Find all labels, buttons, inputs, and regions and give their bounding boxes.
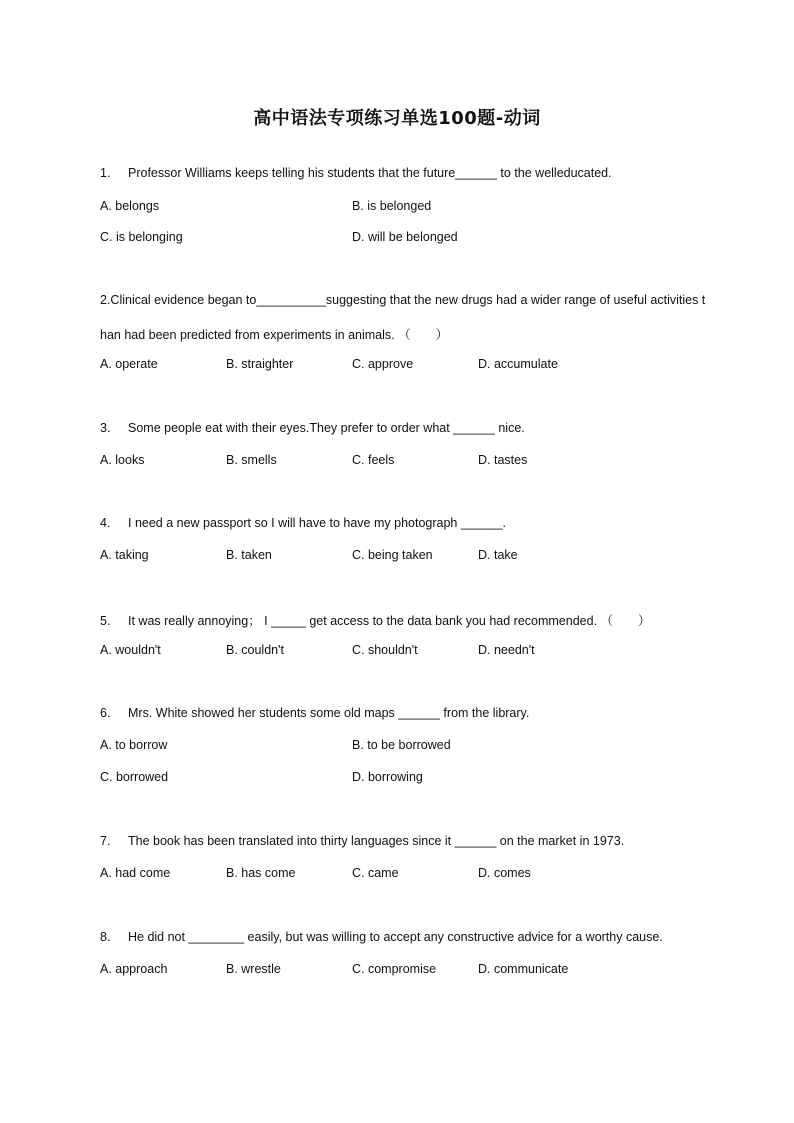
question-8-option-b: B. wrestle: [226, 962, 281, 976]
question-4-option-d: D. take: [478, 548, 518, 562]
question-1-stem: [100, 166, 612, 180]
question-7-option-c: C. came: [352, 866, 399, 880]
question-number: 3.: [100, 421, 111, 435]
question-4-option-c: C. being taken: [352, 548, 433, 562]
question-5-option-b: B. couldn't: [226, 643, 284, 657]
question-6-stem: [100, 706, 529, 720]
question-text: I need a new passport so I will have to have my photograph ______.: [128, 516, 507, 530]
document-title: 高中语法专项练习单选100题-动词: [253, 108, 541, 129]
question-1-option-a: A. belongs: [100, 199, 160, 213]
question-6-option-c: C. borrowed: [100, 770, 169, 784]
question-text: Mrs. White showed her students some old maps ______ from the library.: [128, 706, 530, 720]
question-number: 8.: [100, 930, 111, 944]
question-number: 6.: [100, 706, 111, 720]
question-6-option-b: B. to be borrowed: [352, 738, 451, 752]
question-1-option-d: D. will be belonged: [352, 230, 458, 244]
question-2-option-d: D. accumulate: [478, 357, 558, 371]
question-5-option-a: A. wouldn't: [100, 643, 161, 657]
question-number: 5.: [100, 614, 111, 628]
question-5-option-c: C. shouldn't: [352, 643, 418, 657]
question-5-option-d: D. needn't: [478, 643, 535, 657]
question-4-stem: [100, 516, 506, 530]
question-2-stem-line-1: 2.Clinical evidence began to__________suggesting that the new drugs had a wider range of useful activities t: [100, 293, 706, 307]
question-8-option-a: A. approach: [100, 962, 168, 976]
question-3-option-a: A. looks: [100, 453, 145, 467]
question-number: 4.: [100, 516, 111, 530]
question-2-option-c: C. approve: [352, 357, 414, 371]
question-8-option-d: D. communicate: [478, 962, 569, 976]
question-7-stem: [100, 834, 624, 848]
question-number: 7.: [100, 834, 111, 848]
question-8-option-c: C. compromise: [352, 962, 437, 976]
question-5-stem: [100, 611, 651, 629]
question-text: Professor Williams keeps telling his students that the future______ to the welleducated.: [128, 166, 612, 180]
question-text: It was really annoying； I _____ get access to the data bank you had recommended. （ ）: [128, 614, 651, 628]
question-3-option-d: D. tastes: [478, 453, 528, 467]
question-3-option-c: C. feels: [352, 453, 395, 467]
question-1-option-c: C. is belonging: [100, 230, 183, 244]
question-2-stem-line-2: han had been predicted from experiments in animals. （ ）: [100, 328, 449, 342]
question-7-option-b: B. has come: [226, 866, 296, 880]
question-3-option-b: B. smells: [226, 453, 277, 467]
question-7-option-a: A. had come: [100, 866, 171, 880]
question-4-option-a: A. taking: [100, 548, 149, 562]
question-text: Some people eat with their eyes.They prefer to order what ______ nice.: [128, 421, 525, 435]
question-text: He did not ________ easily, but was willing to accept any constructive advice for a worthy cause.: [128, 930, 663, 944]
question-4-option-b: B. taken: [226, 548, 272, 562]
question-text: The book has been translated into thirty languages since it ______ on the market in 1973.: [128, 834, 625, 848]
question-6-option-d: D. borrowing: [352, 770, 423, 784]
question-2-option-a: A. operate: [100, 357, 158, 371]
question-3-stem: [100, 421, 525, 435]
question-2-option-b: B. straighter: [226, 357, 294, 371]
question-8-stem: [100, 930, 663, 944]
question-number: 1.: [100, 166, 111, 180]
question-1-option-b: B. is belonged: [352, 199, 432, 213]
question-7-option-d: D. comes: [478, 866, 531, 880]
question-6-option-a: A. to borrow: [100, 738, 168, 752]
